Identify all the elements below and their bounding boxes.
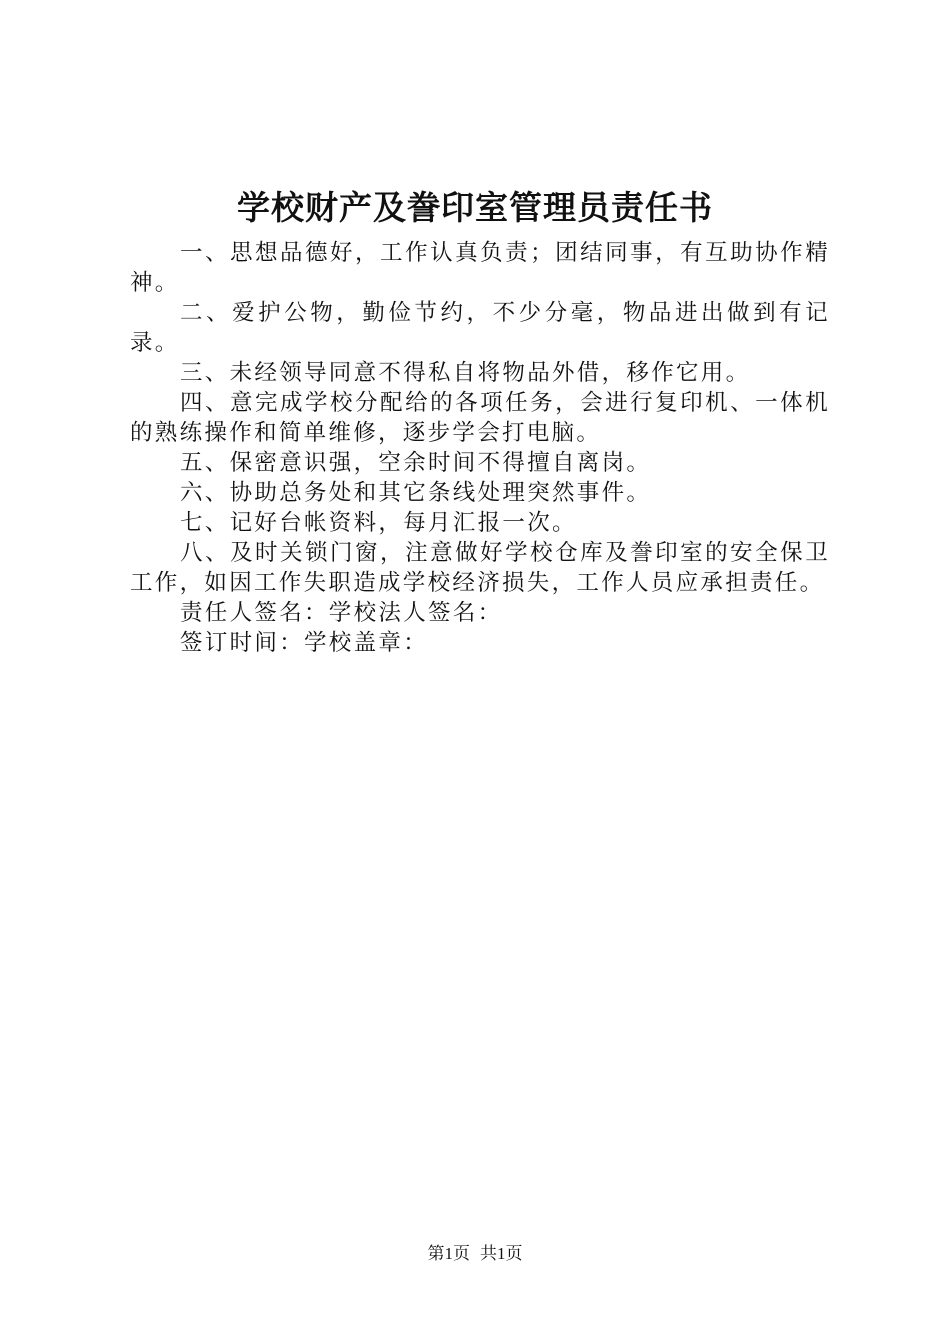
clause-2: 二、爱护公物，勤俭节约，不少分毫，物品进出做到有记录。	[130, 300, 830, 356]
page-number: 第1页	[427, 1244, 470, 1263]
clause-3: 三、未经领导同意不得私自将物品外借，移作它用。	[180, 360, 751, 386]
clause-7: 七、记好台帐资料，每月汇报一次。	[180, 510, 577, 536]
signature-line: 责任人签名：学校法人签名：	[180, 600, 503, 626]
page-total: 共1页	[480, 1244, 523, 1263]
clause-5: 五、保密意识强，空余时间不得擅自离岗。	[180, 450, 652, 476]
clause-6: 六、协助总务处和其它条线处理突然事件。	[180, 480, 652, 506]
clause-8: 八、及时关锁门窗，注意做好学校仓库及誊印室的安全保卫工作，如因工作失职造成学校经济损失，工作人员应承担责任。	[130, 540, 830, 596]
date-seal-line: 签订时间：学校盖章：	[180, 630, 429, 656]
document-body	[130, 238, 830, 658]
document-title: 学校财产及誊印室管理员责任书	[237, 188, 713, 227]
clause-4: 四、意完成学校分配给的各项任务，会进行复印机、一体机的熟练操作和简单维修，逐步学会打电脑。	[130, 390, 830, 446]
clause-1: 一、思想品德好，工作认真负责；团结同事，有互助协作精神。	[130, 240, 830, 296]
page-footer	[0, 1242, 950, 1266]
